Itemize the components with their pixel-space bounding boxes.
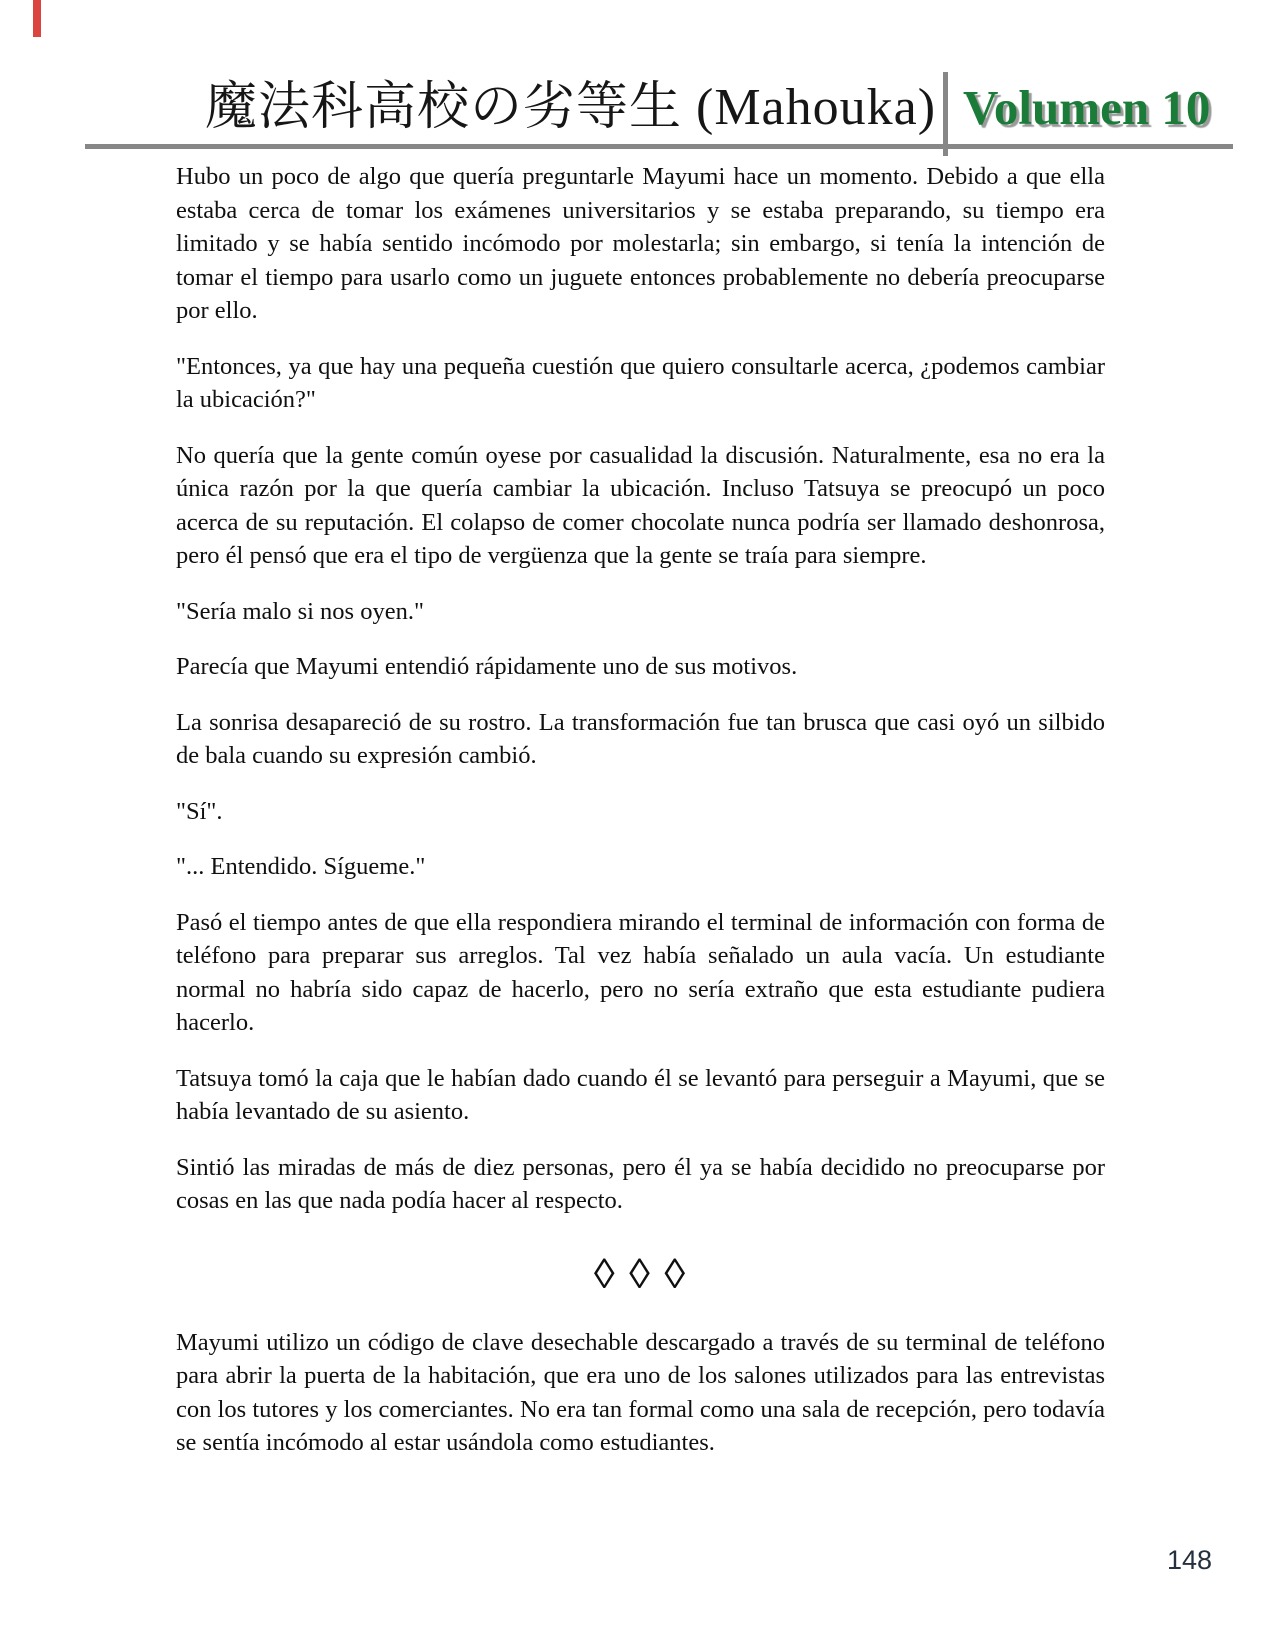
- volume-label: Volumen 10: [963, 80, 1211, 135]
- paragraph: Sintió las miradas de más de diez personas, pero él ya se había decidido no preocuparse por cosas en las que nada podía hacer al respecto.: [176, 1153, 1105, 1214]
- paragraph: Parecía que Mayumi entendió rápidamente uno de sus motivos.: [176, 653, 798, 680]
- page-number: 148: [1167, 1545, 1213, 1575]
- paragraph: "... Entendido. Sígueme.": [176, 853, 426, 880]
- paragraph: "Sí".: [176, 797, 223, 825]
- page-content: [176, 160, 1105, 1482]
- page-title: 魔法科高校の劣等生 (Mahouka): [205, 79, 937, 136]
- paragraph: Mayumi utilizo un código de clave desechable descargado a través de su terminal de teléfono para abrir la puerta de la habitación, que era uno de los salones utilizados para las entrevistas con los tutores y los comerciantes. No era tan formal como una sala de recepción, pero todavía se sentía incómodo al estar usándola como estudiantes.: [176, 1328, 1105, 1456]
- paragraph: Tatsuya tomó la caja que le habían dado cuando él se levantó para perseguir a Mayumi, que se había levantado de su asiento.: [176, 1064, 1105, 1125]
- paragraph: Hubo un poco de algo que quería preguntarle Mayumi hace un momento. Debido a que ella estaba cerca de tomar los exámenes universitarios y se estaba preparando, su tiempo era limitado y se había sentido incómodo por molestarla; sin embargo, si tenía la intención de tomar el tiempo para usarlo como un juguete entonces probablemente no debería preocuparse por ello.: [176, 163, 1105, 324]
- red-edge-marker: [33, 0, 41, 37]
- header-rule: [85, 144, 1233, 149]
- paragraph: Pasó el tiempo antes de que ella respondiera mirando el terminal de información con forma de teléfono para preparar sus arreglos. Tal vez había señalado un aula vacía. Un estudiante normal no habría sido capaz de hacerlo, pero no sería extraño que esta estudiante pudiera hacerlo.: [176, 908, 1105, 1036]
- paragraph: La sonrisa desapareció de su rostro. La transformación fue tan brusca que casi oyó un silbido de bala cuando su expresión cambió.: [176, 708, 1105, 769]
- paragraph: "Sería malo si nos oyen.": [176, 597, 424, 625]
- scene-break-diamonds: ◊ ◊ ◊: [593, 1251, 688, 1298]
- paragraph: "Entonces, ya que hay una pequeña cuestión que quiero consultarle acerca, ¿podemos cambiar la ubicación?": [176, 352, 1105, 413]
- paragraph: No quería que la gente común oyese por casualidad la discusión. Naturalmente, esa no era la única razón por la que quería cambiar la ubicación. Incluso Tatsuya se preocupó un poco acerca de su reputación. El colapso de comer chocolate nunca podría ser llamado deshonrosa, pero él pensó que era el tipo de vergüenza que la gente se traía para siempre.: [176, 441, 1105, 569]
